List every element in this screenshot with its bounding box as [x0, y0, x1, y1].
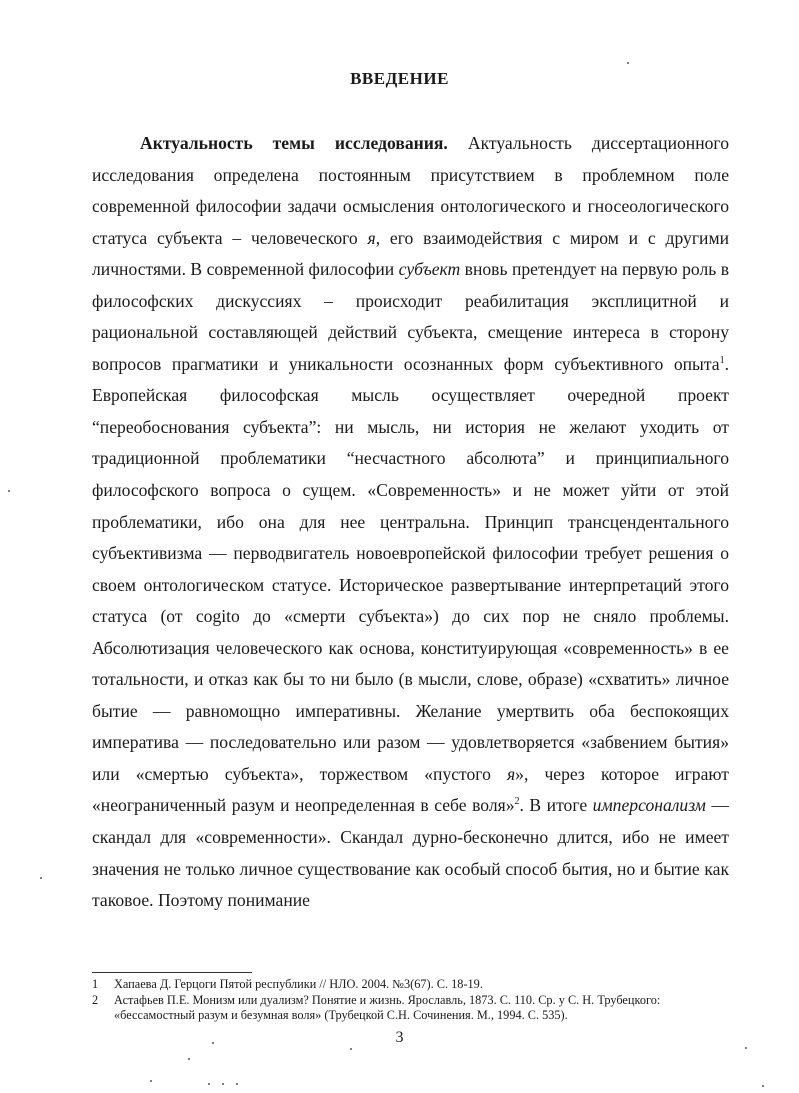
footnotes: [92, 972, 742, 1024]
scan-speck: [188, 1058, 190, 1060]
footnote-2: [92, 993, 742, 1024]
italic-term: я: [367, 227, 376, 248]
page-number: 3: [395, 1029, 404, 1046]
footnote-divider: [92, 972, 252, 973]
italic-term: субъект: [398, 259, 461, 280]
paragraph-body: [92, 133, 729, 910]
footnote-text: Астафьев П.Е. Монизм или дуализм? Понятие и жизнь. Ярославль, 1873. С. 110. Ср. у С. Н. Трубецкого: «бессамостный разум и безумная воля» (Трубецкой С.Н. Сочинения. М., 1994. С. 535).: [114, 992, 661, 1022]
scan-speck: [627, 62, 629, 64]
text-run: , его взаимодействия с миром и с другими личностями. В современной философии: [92, 227, 729, 280]
scan-speck: [236, 1083, 238, 1085]
text-run: — скандал для «современности». Скандал дурно-бесконечно длится, ибо не имеет значения не только личное существование как особый способ бытия, но и бытие как таковое. Поэтому понимание: [92, 795, 729, 911]
italic-term: я: [506, 763, 516, 784]
text-run: », через которое играют «неограниченный разум и неопределенная в себе воля»: [92, 763, 729, 816]
footnote-1: [92, 977, 742, 993]
scan-speck: [150, 1080, 152, 1082]
scan-speck: [208, 1083, 210, 1085]
footnote-number: 2: [92, 992, 99, 1007]
scan-speck: [222, 1083, 224, 1085]
text-run: вновь претендует на первую роль в философских дискуссиях – происходит реабилитация эксплицитной и рациональной составляющей действий субъекта, смещение интереса в сторону вопросов прагматики и уникальности осознанных форм субъективного опыта: [92, 259, 729, 374]
scan-speck: [350, 1048, 352, 1050]
paragraph-lead: Актуальность темы исследования.: [140, 133, 448, 153]
scan-speck: [8, 490, 10, 492]
text-run: . В итоге: [519, 795, 593, 816]
scan-speck: [40, 877, 42, 879]
text-run: Актуальность диссертационного исследования определена постоянным присутствием в проблемном поле современной философии задачи осмысления онтологического и гносеологического статуса субъекта – человеческого: [92, 133, 729, 248]
footnote-number: 1: [92, 977, 99, 991]
body-text: [92, 128, 729, 917]
page-heading: ВВЕДЕНИЕ: [350, 69, 449, 88]
scan-speck: [212, 1042, 214, 1044]
italic-term: имперсонализм: [592, 795, 706, 816]
scan-speck: [745, 1047, 747, 1049]
intro-paragraph: [92, 128, 729, 917]
scan-speck: [762, 1085, 764, 1087]
footnote-text: Хапаева Д. Герцоги Пятой республики // НЛО. 2004. №3(67). С. 18-19.: [114, 977, 483, 991]
footnote-ref: 1: [719, 354, 725, 366]
text-run: . Европейская философская мысль осуществляет очередной проект “переобоснования субъекта”: ни мысль, ни история не желают уходить от традиционной проблематики “несчастного абсолюта” и принципиального философского вопроса о сущем. «Современность» и не может уйти от этой проблематики, ибо она для нее центральна. Принцип трансцендентального субъективизма — перводвигатель новоевропейской философии требует решения о своем онтологическом статусе. Историческое развертывание интерпретаций этого статуса (от cogito до «смерти субъекта») до сих пор не сняло проблемы. Абсолютизация человеческого как основа, конституирующая «современность» в ее тотальности, и отказ как бы то ни было (в мысли, слове, образе) «схватить» личное бытие — равномощно императивны. Желание умертвить оба беспокоящих императива — последовательно или разом — удовлетворяется «забвением бытия» или «смертью субъекта», торжеством «пустого: [92, 353, 729, 784]
footnote-ref: 2: [514, 796, 520, 808]
